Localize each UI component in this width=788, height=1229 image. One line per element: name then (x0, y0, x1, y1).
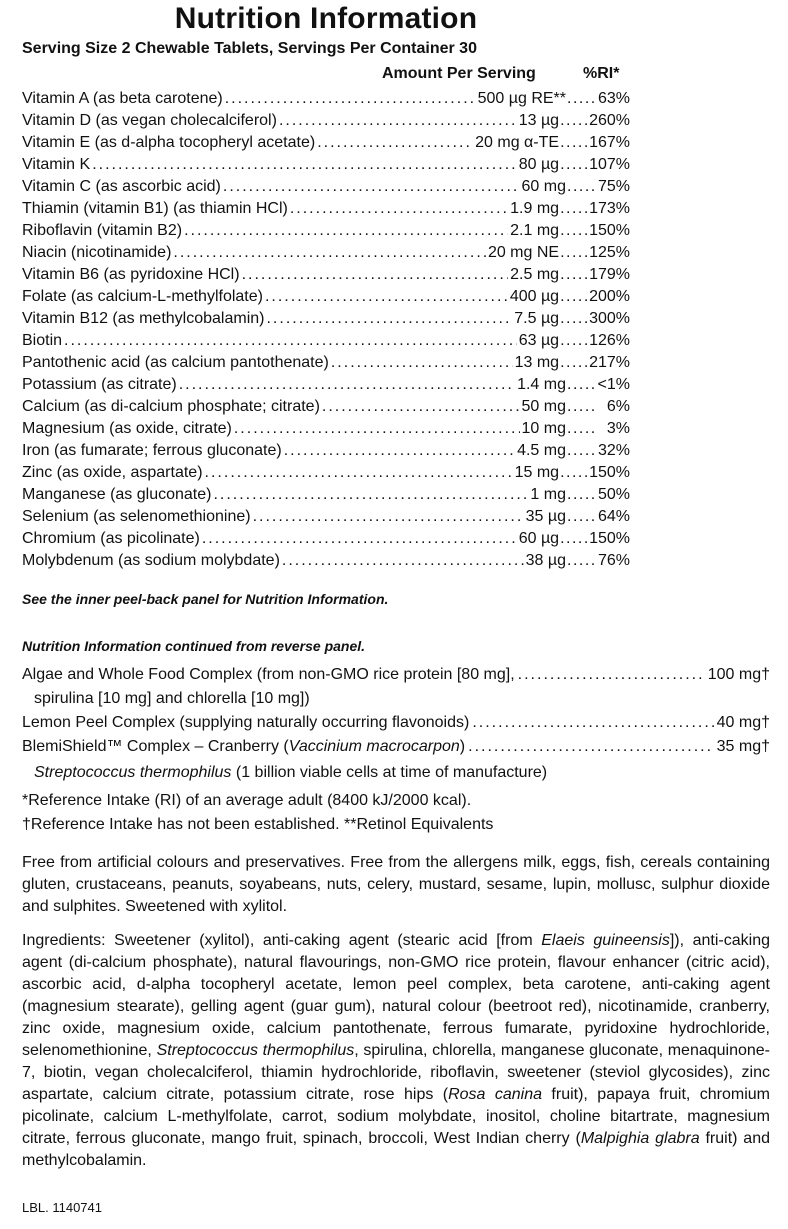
lemon-amount: 40 mg† (716, 714, 770, 731)
leader-dots (518, 666, 705, 684)
leader-dots (173, 244, 486, 262)
nutrient-name: Thiamin (vitamin B1) (as thiamin HCl) (22, 200, 288, 217)
nutrient-ri: 167% (589, 134, 630, 151)
nutrient-row (22, 134, 630, 156)
nutrient-row (22, 200, 630, 222)
nutrient-amount: 13 µg (518, 112, 560, 129)
leader-dots (213, 486, 528, 504)
nutrient-name: Vitamin A (as beta carotene) (22, 90, 223, 107)
nutrient-name: Vitamin K (22, 156, 91, 173)
nutrient-amount: 63 µg (518, 332, 560, 349)
leader-dots (64, 332, 517, 350)
leader-dots (567, 90, 595, 108)
nutrient-amount: 20 mg α-TE (475, 134, 560, 151)
nutrient-amount: 10 mg (521, 420, 566, 437)
nutrient-ri: 125% (589, 244, 630, 261)
lemon-name: Lemon Peel Complex (supplying naturally occurring flavonoids) (22, 714, 470, 731)
nutrient-name: Magnesium (as oxide, citrate) (22, 420, 232, 437)
nutrient-ri: 63% (597, 90, 630, 107)
serving-size: Serving Size 2 Chewable Tablets, Servings Per Container 30 (22, 40, 477, 57)
leader-dots (92, 156, 517, 174)
leader-dots (560, 266, 588, 284)
leader-dots (567, 420, 595, 438)
nutrient-row (22, 486, 630, 508)
nutrient-row (22, 530, 630, 552)
leader-dots (290, 200, 508, 218)
nutrient-row (22, 156, 630, 178)
nutrient-name: Zinc (as oxide, aspartate) (22, 464, 203, 481)
leader-dots (223, 178, 520, 196)
nutrient-name: Molybdenum (as sodium molybdate) (22, 552, 280, 569)
nutrient-name: Riboflavin (vitamin B2) (22, 222, 183, 239)
amount-column-header: Amount Per Serving (382, 65, 536, 82)
nutrient-row (22, 464, 630, 486)
algae-name: Algae and Whole Food Complex (from non-GMO rice protein [80 mg], (22, 666, 515, 683)
leader-dots (560, 156, 588, 174)
nutrient-name: Calcium (as di-calcium phosphate; citrate) (22, 398, 320, 415)
leader-dots (560, 244, 588, 262)
leader-dots (322, 398, 520, 416)
blemishield-amount: 35 mg† (716, 738, 770, 755)
label-code: LBL. 1140741 (22, 1200, 102, 1215)
leader-dots (179, 376, 515, 394)
leader-dots (225, 90, 476, 108)
nutrient-row (22, 354, 630, 376)
nutrient-name: Niacin (nicotinamide) (22, 244, 172, 261)
nutrient-amount: 4.5 mg (517, 442, 566, 459)
leader-dots (468, 738, 714, 756)
nutrient-name: Selenium (as selenomethionine) (22, 508, 251, 525)
nutrient-row (22, 90, 630, 112)
nutrient-ri: 150% (589, 222, 630, 239)
nutrient-amount: 35 µg (525, 508, 566, 525)
continued-heading: Nutrition Information continued from reverse panel. (22, 638, 366, 654)
nutrient-ri: 173% (589, 200, 630, 217)
nutrient-ri: 107% (589, 156, 630, 173)
leader-dots (560, 112, 588, 130)
leader-dots (560, 530, 588, 548)
nutrient-amount: 1 mg (530, 486, 566, 503)
nutrient-ri: 300% (589, 310, 630, 327)
leader-dots (560, 222, 588, 240)
nutrient-name: Biotin (22, 332, 63, 349)
leader-dots (202, 530, 517, 548)
nutrient-ri: 179% (589, 266, 630, 283)
ri-footnote: *Reference Intake (RI) of an average adult (8400 kJ/2000 kcal). (22, 792, 472, 809)
algae-amount: 100 mg† (707, 666, 770, 683)
leader-dots (184, 222, 508, 240)
leader-dots (265, 288, 508, 306)
leader-dots (279, 112, 517, 130)
nutrient-name: Vitamin B12 (as methylcobalamin) (22, 310, 265, 327)
ingredients-list: Ingredients: Sweetener (xylitol), anti-caking agent (stearic acid [from Elaeis guineensis]), anti-caking agent (di-calcium phosphate), natural flavourings, non-GMO rice protein, flavour enhancer (citric acid), ascorbic acid, d-alpha tocopheryl acetate, lemon peel complex, beta carotene, anti-caking agent (magnesium stearate), gelling agent (guar gum), natural colour (beetroot red), nicotinamide, cranberry, zinc oxide, magnesium oxide, calcium pantothenate, ferrous fumarate, pyridoxine hydrochloride, selenomethionine, Streptococcus thermophilus, spirulina, chlorella, manganese gluconate, menaquinone-7, biotin, vegan cholecalciferol, thiamin hydrochloride, riboflavin, sweetener (steviol glycosides), zinc aspartate, calcium citrate, potassium citrate, rose hips (Rosa canina fruit), papaya fruit, chromium picolinate, calcium L-methylfolate, carrot, sodium molybdate, inositol, choline bitartrate, magnesium citrate, ferrous gluconate, mango fruit, spinach, broccoli, West Indian cherry (Malpighia glabra fruit) and methylcobalamin. (22, 932, 771, 1169)
nutrient-ri: 150% (589, 530, 630, 547)
nutrient-ri: 75% (597, 178, 630, 195)
nutrient-amount: 7.5 µg (514, 310, 560, 327)
leader-dots (331, 354, 513, 372)
leader-dots (560, 332, 588, 350)
nutrient-row (22, 442, 630, 464)
nutrient-amount: 500 µg RE** (477, 90, 566, 107)
page-title: Nutrition Information (174, 2, 478, 35)
nutrient-amount: 1.4 mg (517, 376, 566, 393)
algae-line-2: spirulina [10 mg] and chlorella [10 mg]) (34, 690, 310, 707)
nutrient-amount: 2.5 mg (510, 266, 560, 283)
nutrient-amount: 80 µg (518, 156, 560, 173)
nutrient-ri: 217% (589, 354, 630, 371)
nutrient-name: Vitamin E (as d-alpha tocopheryl acetate) (22, 134, 316, 151)
nutrient-ri: 3% (606, 420, 630, 437)
nutrient-name: Pantothenic acid (as calcium pantothenate) (22, 354, 329, 371)
leader-dots (317, 134, 473, 152)
nutrient-row (22, 310, 630, 332)
nutrient-row (22, 178, 630, 200)
dagger-footnote: †Reference Intake has not been established. **Retinol Equivalents (22, 816, 494, 833)
nutrient-amount: 20 mg NE (487, 244, 560, 261)
nutrient-row (22, 266, 630, 288)
nutrient-name: Vitamin D (as vegan cholecalciferol) (22, 112, 277, 129)
nutrient-row (22, 398, 630, 420)
nutrient-ri: 32% (597, 442, 630, 459)
nutrient-amount: 1.9 mg (510, 200, 560, 217)
nutrient-ri: 64% (597, 508, 630, 525)
leader-dots (242, 266, 509, 284)
nutrient-row (22, 288, 630, 310)
nutrient-amount: 60 µg (518, 530, 560, 547)
nutrient-name: Vitamin C (as ascorbic acid) (22, 178, 221, 195)
nutrient-amount: 38 µg (525, 552, 566, 569)
leader-dots (560, 310, 588, 328)
ri-column-header: %RI* (583, 65, 620, 82)
nutrient-amount: 50 mg (521, 398, 566, 415)
leader-dots (253, 508, 524, 526)
algae-complex-row (22, 666, 770, 688)
nutrient-name: Vitamin B6 (as pyridoxine HCl) (22, 266, 240, 283)
free-from-statement: Free from artificial colours and preservatives. Free from the allergens milk, eggs, fish, cereals containing gluten, crustaceans, peanuts, soyabeans, nuts, celery, mustard, sesame, lupin, mollusc, sulphur dioxide and sulphites. Sweetened with xylitol. (22, 854, 770, 915)
leader-dots (560, 354, 588, 372)
nutrient-ri: 6% (606, 398, 630, 415)
nutrient-ri: 260% (589, 112, 630, 129)
leader-dots (560, 134, 588, 152)
leader-dots (567, 508, 595, 526)
nutrient-name: Potassium (as citrate) (22, 376, 177, 393)
lemon-peel-row (22, 714, 770, 736)
streptococcus-line: Streptococcus thermophilus (1 billion viable cells at time of manufacture) (34, 764, 548, 781)
nutrient-amount: 13 mg (514, 354, 560, 371)
nutrient-name: Iron (as fumarate; ferrous gluconate) (22, 442, 282, 459)
leader-dots (560, 464, 588, 482)
nutrient-row (22, 420, 630, 442)
nutrient-amount: 400 µg (509, 288, 560, 305)
leader-dots (567, 398, 595, 416)
blemishield-row (22, 738, 770, 760)
nutrient-amount: 60 mg (521, 178, 566, 195)
nutrient-ri: 76% (597, 552, 630, 569)
nutrient-row (22, 244, 630, 266)
nutrient-name: Manganese (as gluconate) (22, 486, 212, 503)
nutrient-ri: 200% (589, 288, 630, 305)
nutrient-ri: 150% (589, 464, 630, 481)
nutrient-row (22, 376, 630, 398)
leader-dots (567, 486, 595, 504)
leader-dots (567, 178, 595, 196)
nutrient-ri: 126% (589, 332, 630, 349)
nutrient-name: Folate (as calcium-L-methylfolate) (22, 288, 263, 305)
nutrient-row (22, 222, 630, 244)
nutrient-row (22, 332, 630, 354)
leader-dots (282, 552, 524, 570)
leader-dots (560, 288, 588, 306)
nutrient-row (22, 508, 630, 530)
leader-dots (205, 464, 513, 482)
leader-dots (567, 442, 595, 460)
leader-dots (567, 376, 595, 394)
nutrient-amount: 15 mg (514, 464, 560, 481)
leader-dots (234, 420, 520, 438)
nutrient-row (22, 552, 630, 574)
leader-dots (266, 310, 512, 328)
nutrient-amount: 2.1 mg (510, 222, 560, 239)
nutrient-row (22, 112, 630, 134)
nutrient-ri: <1% (597, 376, 630, 393)
leader-dots (567, 552, 595, 570)
nutrient-ri: 50% (597, 486, 630, 503)
leader-dots (472, 714, 713, 732)
nutrient-name: Chromium (as picolinate) (22, 530, 200, 547)
blemishield-name: BlemiShield™ Complex – Cranberry (Vaccinium macrocarpon) (22, 738, 466, 755)
leader-dots (284, 442, 515, 460)
see-inner-note: See the inner peel-back panel for Nutrition Information. (22, 591, 389, 607)
leader-dots (560, 200, 588, 218)
